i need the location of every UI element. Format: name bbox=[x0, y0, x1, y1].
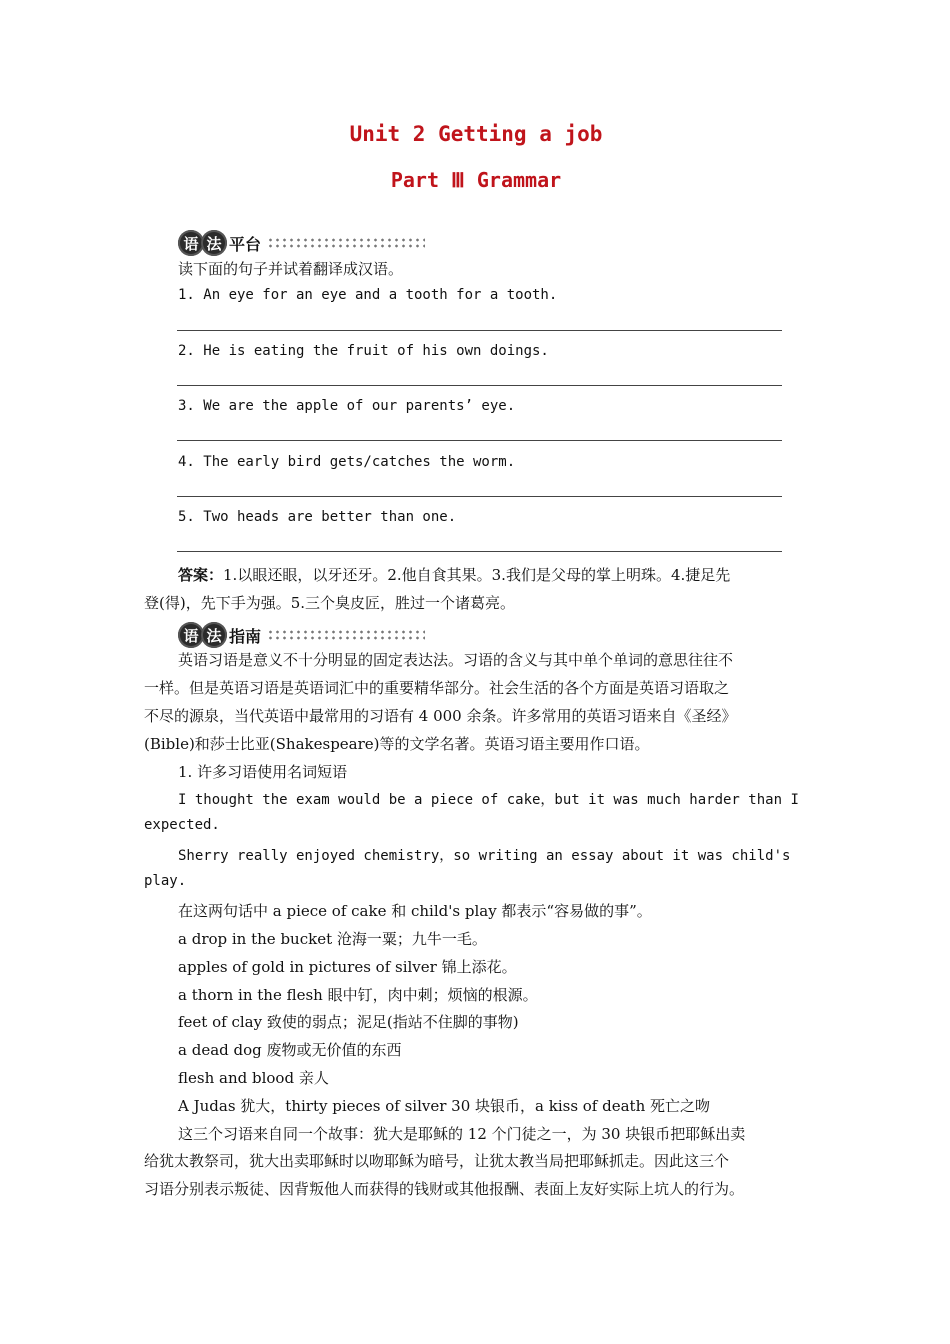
grammar-badge-icon bbox=[178, 230, 224, 256]
idiom-line: a drop in the bucket 沧海一粟；九牛一毛。 bbox=[178, 930, 487, 948]
answer-text: 1.以眼还眼，以牙还牙。2.他自食其果。3.我们是父母的掌上明珠。4.捷足先 bbox=[223, 566, 731, 584]
dotted-decoration bbox=[267, 629, 425, 641]
unit-title: Unit 2 Getting a job bbox=[349, 122, 603, 146]
exercise-item: 5. Two heads are better than one. bbox=[178, 509, 457, 525]
answer-label: 答案： bbox=[178, 566, 224, 584]
paragraph-line: (Bible)和莎士比亚(Shakespeare)等的文学名著。英语习语主要用作口语。 bbox=[144, 735, 650, 753]
subheading: 1. 许多习语使用名词短语 bbox=[178, 763, 348, 781]
answer-blank-line bbox=[177, 496, 782, 497]
section-grammar-platform-header bbox=[178, 229, 425, 257]
idiom-line: A Judas 犹大，thirty pieces of silver 30 块银币，a kiss of death 死亡之吻 bbox=[178, 1097, 711, 1115]
answer-blank-line bbox=[177, 330, 782, 331]
badge-char: 语 bbox=[178, 230, 204, 256]
answer-blank-line bbox=[177, 551, 782, 552]
answer-line-continued: 登(得)，先下手为强。5.三个臭皮匠，胜过一个诸葛亮。 bbox=[144, 594, 516, 612]
paragraph-line: 一样。但是英语习语是英语词汇中的重要精华部分。社会生活的各个方面是英语习语取之 bbox=[144, 679, 730, 697]
paragraph-line: 这三个习语来自同一个故事：犹大是耶稣的 12 个门徒之一，为 30 块银币把耶稣出卖 bbox=[178, 1125, 746, 1143]
idiom-line: apples of gold in pictures of silver 锦上添花。 bbox=[178, 958, 517, 976]
example-line: play. bbox=[144, 873, 187, 889]
idiom-line: flesh and blood 亲人 bbox=[178, 1069, 329, 1087]
badge-char: 法 bbox=[201, 622, 227, 648]
example-line: Sherry really enjoyed chemistry，so writing an essay about it was child's bbox=[178, 848, 791, 864]
idiom-line: feet of clay 致使的弱点；泥足(指站不住脚的事物) bbox=[178, 1013, 519, 1031]
paragraph-line: 在这两句话中 a piece of cake 和 child's play 都表示“容易做的事”。 bbox=[178, 902, 652, 920]
answer-blank-line bbox=[177, 440, 782, 441]
section-title: 平台 bbox=[229, 234, 262, 254]
section-grammar-guide-header bbox=[178, 621, 425, 649]
dotted-decoration bbox=[267, 237, 425, 249]
exercise-item: 4. The early bird gets/catches the worm. bbox=[178, 454, 516, 470]
instruction-text: 读下面的句子并试着翻译成汉语。 bbox=[178, 260, 404, 278]
paragraph-line: 不尽的源泉，当代英语中最常用的习语有 4 000 余条。许多常用的英语习语来自《圣经》 bbox=[144, 707, 737, 725]
answer-blank-line bbox=[177, 385, 782, 386]
idiom-line: a dead dog 废物或无价值的东西 bbox=[178, 1041, 402, 1059]
example-line: expected. bbox=[144, 817, 220, 833]
badge-char: 语 bbox=[178, 622, 204, 648]
paragraph-line: 习语分别表示叛徒、因背叛他人而获得的钱财或其他报酬、表面上友好实际上坑人的行为。 bbox=[144, 1180, 745, 1198]
section-title: 指南 bbox=[229, 626, 262, 646]
exercise-item: 1. An eye for an eye and a tooth for a tooth. bbox=[178, 287, 558, 303]
grammar-badge-icon bbox=[178, 622, 224, 648]
exercise-item: 3. We are the apple of our parents’ eye. bbox=[178, 398, 516, 414]
part-title: Part Ⅲ Grammar bbox=[390, 168, 562, 192]
badge-char: 法 bbox=[201, 230, 227, 256]
example-line: I thought the exam would be a piece of cake，but it was much harder than I bbox=[178, 792, 799, 808]
exercise-item: 2. He is eating the fruit of his own doings. bbox=[178, 343, 549, 359]
idiom-line: a thorn in the flesh 眼中钉，肉中刺；烦恼的根源。 bbox=[178, 986, 538, 1004]
paragraph-line: 英语习语是意义不十分明显的固定表达法。习语的含义与其中单个单词的意思往往不 bbox=[178, 651, 734, 669]
answer-line bbox=[144, 564, 842, 585]
paragraph-line: 给犹太教祭司，犹大出卖耶稣时以吻耶稣为暗号，让犹太教当局把耶稣抓走。因此这三个 bbox=[144, 1152, 730, 1170]
